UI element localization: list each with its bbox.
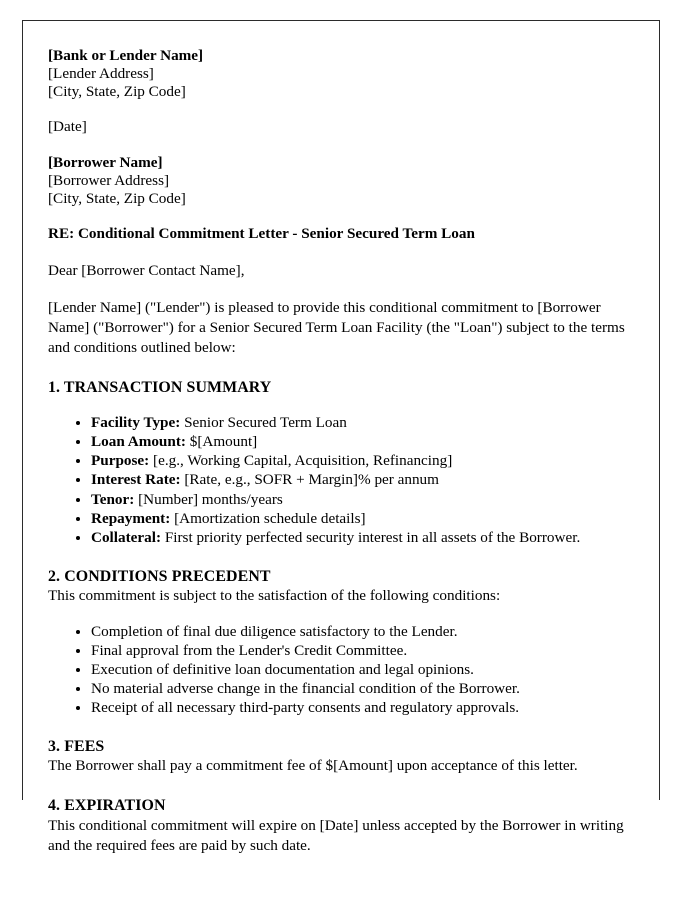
list-item bbox=[91, 451, 635, 470]
bullet-value: First priority perfected security interest in all assets of the Borrower. bbox=[164, 528, 581, 546]
bullet-list-2-conditions-precedent bbox=[48, 622, 635, 717]
borrower-address: [Borrower Address] bbox=[48, 171, 170, 189]
spacer-before-section bbox=[48, 358, 635, 378]
bullet-label: Repayment: bbox=[91, 509, 171, 527]
letter-date: [Date] bbox=[48, 118, 87, 136]
section-heading-3-fees: 3. FEES bbox=[48, 738, 105, 756]
list-item bbox=[91, 660, 635, 679]
bullet-label: Interest Rate: bbox=[91, 471, 181, 489]
bullet-value: Senior Secured Term Loan bbox=[184, 414, 347, 432]
bullet-label: Collateral: bbox=[91, 528, 162, 546]
list-item bbox=[91, 622, 635, 641]
borrower-city-state-zip: [City, State, Zip Code] bbox=[48, 189, 186, 207]
list-item bbox=[91, 432, 635, 451]
list-item bbox=[91, 470, 635, 489]
section-heading-1-transaction-summary: 1. TRANSACTION SUMMARY bbox=[48, 379, 272, 397]
spacer-after-borrower bbox=[48, 207, 635, 225]
list-item bbox=[91, 413, 635, 432]
bullet-value: [Number] months/years bbox=[138, 490, 283, 508]
salutation: Dear [Borrower Contact Name], bbox=[48, 261, 245, 279]
bullet-value: Execution of definitive loan documentation and legal opinions. bbox=[91, 661, 474, 679]
bullet-value: Receipt of all necessary third-party consents and regulatory approvals. bbox=[91, 699, 520, 717]
section-heading-4-expiration: 4. EXPIRATION bbox=[48, 797, 166, 815]
bullet-label: Loan Amount: bbox=[91, 433, 186, 451]
bullet-value: No material adverse change in the financial condition of the Borrower. bbox=[91, 680, 520, 698]
bullet-label: Facility Type: bbox=[91, 414, 181, 432]
borrower-name: [Borrower Name] bbox=[48, 154, 163, 172]
lender-address: [Lender Address] bbox=[48, 64, 154, 82]
subject-line: RE: Conditional Commitment Letter - Senior Secured Term Loan bbox=[48, 225, 475, 243]
section-body-3-fees: The Borrower shall pay a commitment fee of $[Amount] upon acceptance of this letter. bbox=[48, 757, 578, 775]
spacer-before-bullets bbox=[48, 606, 635, 622]
spacer-after-date bbox=[48, 136, 635, 154]
document-page bbox=[22, 20, 660, 854]
spacer-before-bullets bbox=[48, 397, 635, 413]
bullet-label: Purpose: bbox=[91, 452, 150, 470]
spacer-before-section bbox=[48, 547, 635, 567]
list-item bbox=[91, 641, 635, 660]
section-body-4-expiration: This conditional commitment will expire on [Date] unless accepted by the Borrower in writing and the required fees are paid by such date. bbox=[48, 816, 624, 854]
section-heading-2-conditions-precedent: 2. CONDITIONS PRECEDENT bbox=[48, 567, 271, 585]
bullet-value: [e.g., Working Capital, Acquisition, Refinancing] bbox=[153, 452, 453, 470]
list-item bbox=[91, 679, 635, 698]
lender-city-state-zip: [City, State, Zip Code] bbox=[48, 82, 186, 100]
lender-name: [Bank or Lender Name] bbox=[48, 47, 204, 64]
bullet-value: Final approval from the Lender's Credit Committee. bbox=[91, 641, 408, 659]
list-item bbox=[91, 698, 635, 717]
spacer-before-section bbox=[48, 717, 635, 737]
spacer-after-salutation bbox=[48, 280, 635, 298]
sections-container bbox=[48, 358, 635, 856]
bullet-value: [Rate, e.g., SOFR + Margin]% per annum bbox=[184, 471, 439, 489]
section-body-2-conditions-precedent: This commitment is subject to the satisfaction of the following conditions: bbox=[48, 586, 501, 604]
date-block bbox=[48, 118, 635, 136]
bullet-list-1-transaction-summary bbox=[48, 413, 635, 547]
intro-paragraph: [Lender Name] ("Lender") is pleased to provide this conditional commitment to [Borrower Name] ("Borrower") for a Senior Secured Term Loan Facility (the "Loan") subject to the terms and conditions outlined below: bbox=[48, 298, 625, 357]
borrower-address-block bbox=[48, 154, 635, 207]
list-item bbox=[91, 509, 635, 528]
list-item bbox=[91, 490, 635, 509]
spacer-after-subject bbox=[48, 244, 635, 262]
spacer-after-lender bbox=[48, 100, 635, 118]
bullet-value: Completion of final due diligence satisfactory to the Lender. bbox=[91, 622, 458, 640]
bullet-value: $[Amount] bbox=[189, 433, 258, 451]
bullet-label: Tenor: bbox=[91, 490, 135, 508]
bullet-value: [Amortization schedule details] bbox=[174, 509, 366, 527]
lender-address-block bbox=[48, 47, 635, 100]
list-item bbox=[91, 528, 635, 547]
spacer-before-section bbox=[48, 776, 635, 796]
